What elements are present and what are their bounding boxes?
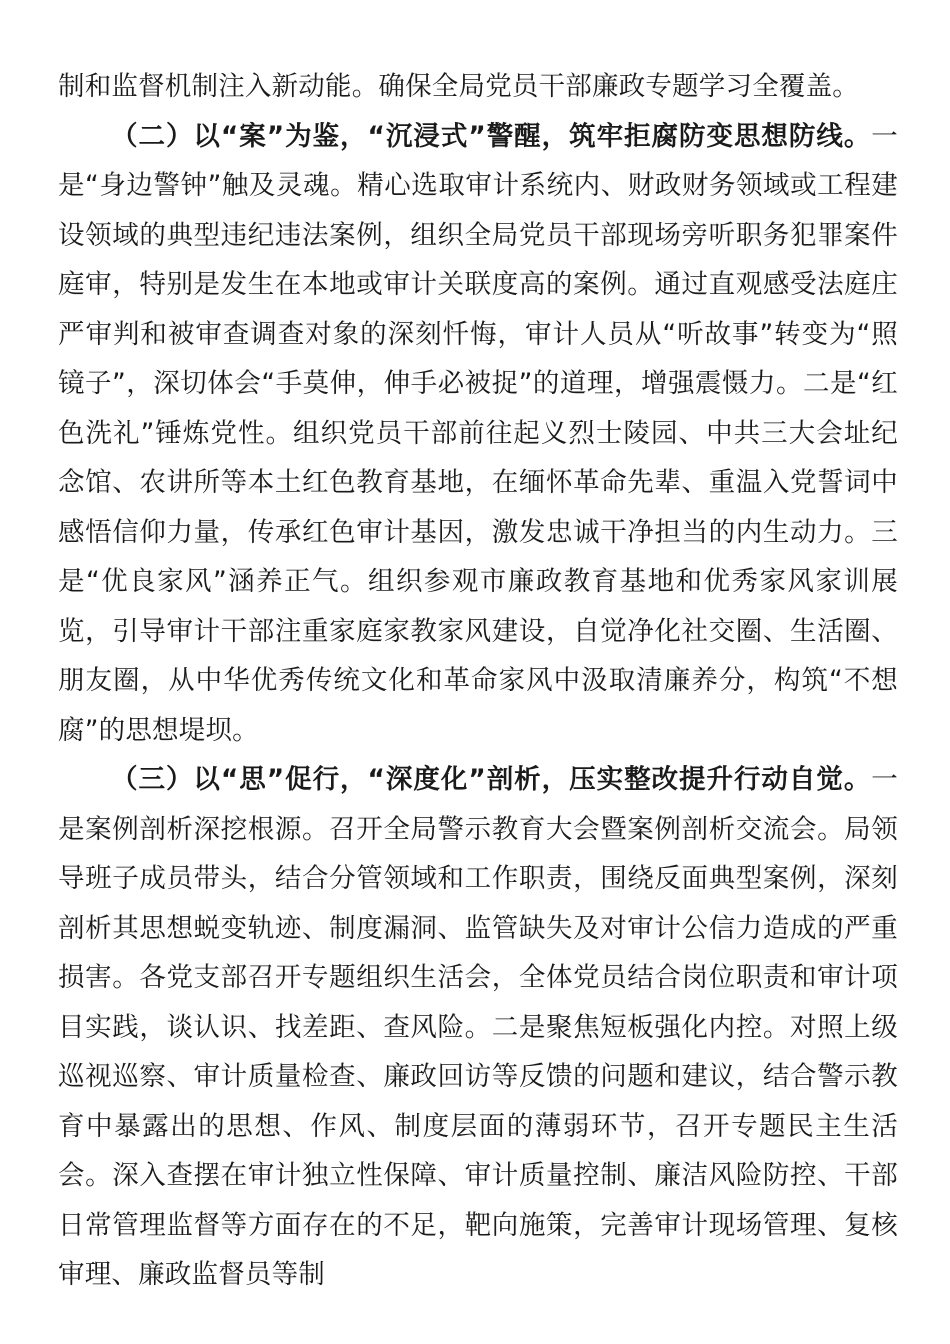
paragraph-text: 一是案例剖析深挖根源。召开全局警示教育大会暨案例剖析交流会。局领导班子成员带头，结合分管领域和工作职责，围绕反面典型案例，深刻剖析其思想蜕变轨迹、制度漏洞、监管缺失及对审计公信力造成的严重损害。各党支部召开专题组织生活会，全体党员结合岗位职责和审计项目实践，谈认识、找差距、查风险。二是聚焦短板强化内控。对照上级巡视巡察、审计质量检查、廉政回访等反馈的问题和建议，结合警示教育中暴露出的思想、作风、制度层面的薄弱环节，召开专题民主生活会。深入查摆在审计独立性保障、审计质量控制、廉洁风险防控、干部日常管理监督等方面存在的不足，靶向施策，完善审计现场管理、复核审理、廉政监督员等制 <box>58 764 898 1290</box>
section-heading: （三）以“思”促行，“深度化”剖析，压实整改提升行动自觉。 <box>111 764 872 795</box>
paragraph-continuation <box>58 62 898 112</box>
paragraph-section-2 <box>58 112 898 756</box>
section-heading: （二）以“案”为鉴，“沉浸式”警醒，筑牢拒腐防变思想防线。 <box>111 120 872 152</box>
paragraph-text: 一是“身边警钟”触及灵魂。精心选取审计系统内、财政财务领域或工程建设领域的典型违纪违法案例，组织全局党员干部现场旁听职务犯罪案件庭审，特别是发生在本地或审计关联度高的案例。通过直观感受法庭庄严审判和被审查调查对象的深刻忏悔，审计人员从“听故事”转变为“照镜子”，深切体会“手莫伸，伸手必被捉”的道理，增强震慑力。二是“红色洗礼”锤炼党性。组织党员干部前往起义烈士陵园、中共三大会址纪念馆、农讲所等本土红色教育基地，在缅怀革命先辈、重温入党誓词中感悟信仰力量，传承红色审计基因，激发忠诚干净担当的内生动力。三是“优良家风”涵养正气。组织参观市廉政教育基地和优秀家风家训展览，引导审计干部注重家庭家教家风建设，自觉净化社交圈、生活圈、朋友圈，从中华优秀传统文化和革命家风中汲取清廉养分，构筑“不想腐”的思想堤坝。 <box>58 120 898 746</box>
paragraph-text: 制和监督机制注入新动能。确保全局党员干部廉政专题学习全覆盖。 <box>58 71 859 102</box>
paragraph-section-3 <box>58 755 898 1300</box>
document-body <box>58 62 898 1300</box>
